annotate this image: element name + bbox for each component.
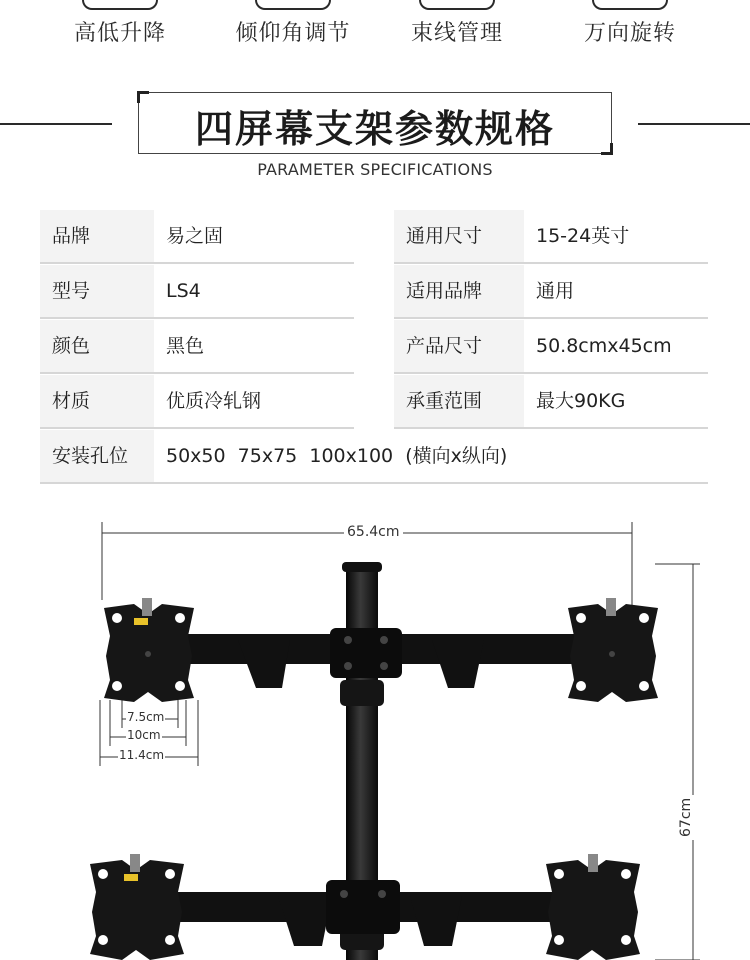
feature-icon-frame xyxy=(592,0,668,10)
table-row xyxy=(40,265,708,319)
feature-strip xyxy=(0,0,750,60)
upper-center-clamp xyxy=(330,628,402,678)
monitor-arm-illustration xyxy=(0,500,750,960)
table-gap xyxy=(354,210,394,264)
feature-cable-management xyxy=(382,0,532,60)
spec-key: 通用尺寸 xyxy=(394,210,524,262)
product-photo xyxy=(0,500,750,960)
pole-cap xyxy=(342,562,382,572)
spec-value: 易之固 xyxy=(154,210,354,262)
spec-key: 适用品牌 xyxy=(394,265,524,317)
dimension-hole-75-label: 7.5cm xyxy=(127,710,165,724)
pole-collar-upper xyxy=(340,680,384,706)
table-row xyxy=(40,430,708,484)
spec-value: 15-24英寸 xyxy=(524,210,708,262)
table-row xyxy=(40,320,708,374)
spec-key: 承重范围 xyxy=(394,375,524,427)
spec-value: 最大90KG xyxy=(524,375,708,427)
spec-key: 材质 xyxy=(40,375,154,427)
table-gap xyxy=(354,375,394,429)
feature-height-adjust xyxy=(45,0,195,60)
dimension-height-label: 67cm xyxy=(678,795,694,840)
vesa-plate-top-right xyxy=(568,598,658,702)
lower-hook-right xyxy=(410,896,462,946)
feature-tilt-adjust xyxy=(218,0,368,60)
dimension-plate-label: 11.4cm xyxy=(119,748,165,762)
title-divider-left xyxy=(0,123,112,125)
feature-icon-frame xyxy=(255,0,331,10)
table-gap xyxy=(354,265,394,319)
table-row xyxy=(40,375,708,429)
feature-label: 万向旋转 xyxy=(583,21,676,46)
spec-value: 黑色 xyxy=(154,320,354,372)
spec-value: LS4 xyxy=(154,265,354,317)
vesa-plate-bottom-right xyxy=(546,854,640,960)
page-subtitle: PARAMETER SPECIFICATIONS xyxy=(257,160,493,179)
vesa-plate-top-left xyxy=(104,598,194,702)
feature-swivel xyxy=(555,0,705,60)
spec-value: 优质冷轧钢 xyxy=(154,375,354,427)
spec-value: 50.8cmx45cm xyxy=(524,320,708,372)
table-row xyxy=(40,210,708,264)
spec-key: 型号 xyxy=(40,265,154,317)
dimension-width-label: 65.4cm xyxy=(344,524,403,540)
page-title: 四屏幕支架参数规格 xyxy=(194,106,555,151)
spec-key: 品牌 xyxy=(40,210,154,262)
vesa-plate-bottom-left xyxy=(90,854,184,960)
title-box xyxy=(138,92,612,154)
feature-label: 倾仰角调节 xyxy=(235,21,351,46)
feature-label: 束线管理 xyxy=(410,21,503,46)
table-gap xyxy=(354,320,394,374)
lower-center-clamp xyxy=(326,880,400,934)
feature-label: 高低升降 xyxy=(73,21,166,46)
spec-value: 50x50 75x75 100x100 (横向x纵向) xyxy=(154,430,708,482)
lower-hook-left xyxy=(278,896,332,946)
spec-key: 安装孔位 xyxy=(40,430,154,482)
feature-icon-frame xyxy=(419,0,495,10)
spec-key: 颜色 xyxy=(40,320,154,372)
spec-value: 通用 xyxy=(524,265,708,317)
dimension-hole-100-label: 10cm xyxy=(127,728,161,742)
spec-key: 产品尺寸 xyxy=(394,320,524,372)
title-divider-right xyxy=(638,123,750,125)
feature-icon-frame xyxy=(82,0,158,10)
